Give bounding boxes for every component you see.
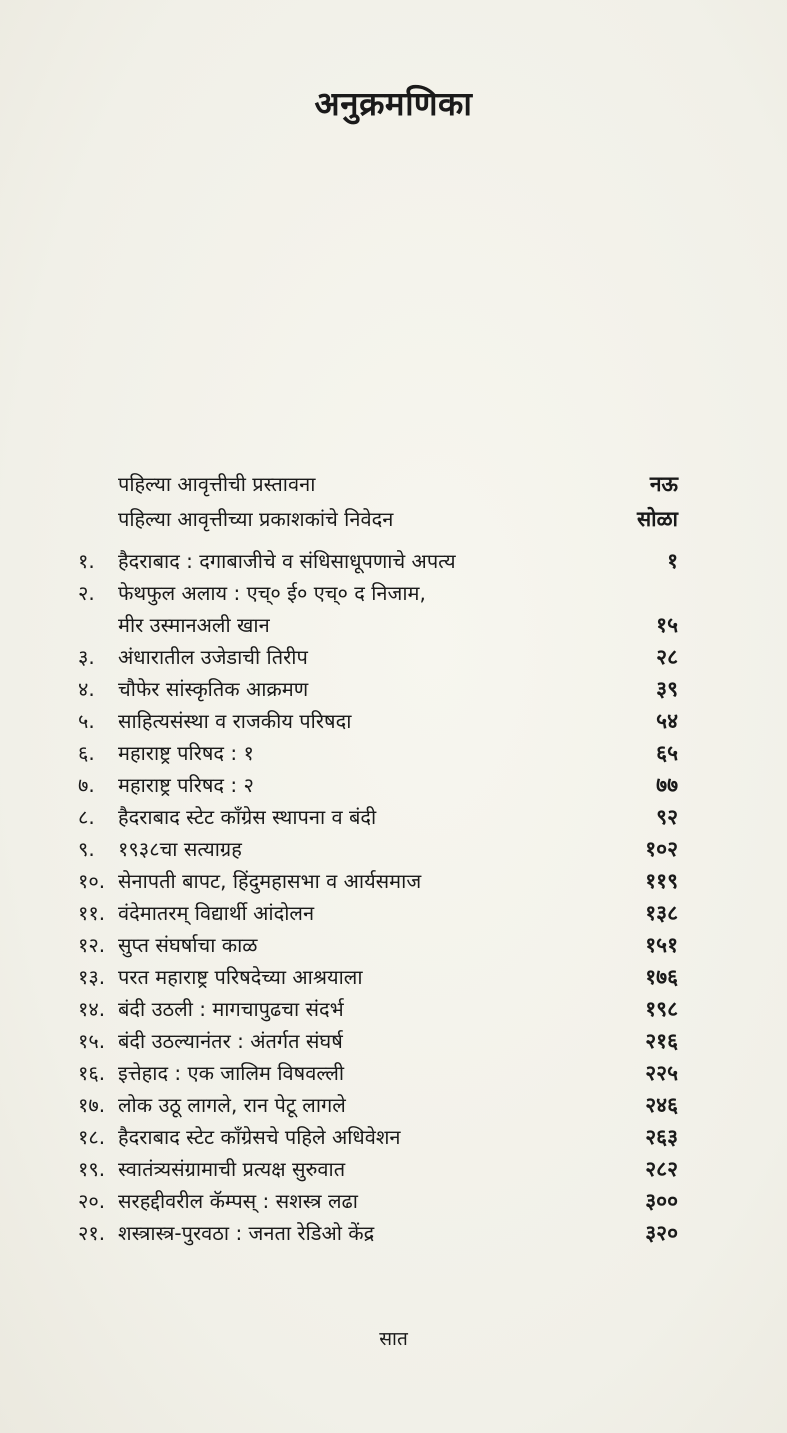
chapter-number: ११. [78, 901, 106, 925]
toc-entry [78, 641, 678, 673]
chapter-title: महाराष्ट्र परिषद : १ [118, 741, 254, 765]
chapter-page-number: १५ [656, 613, 678, 637]
toc-entry [78, 1153, 678, 1185]
chapter-number: १७. [78, 1093, 106, 1117]
toc-entry [78, 929, 678, 961]
chapter-page-number: १ [667, 549, 678, 573]
prelim-label: पहिल्या आवृत्तीची प्रस्तावना [118, 472, 316, 496]
table-of-contents [78, 545, 678, 1249]
chapter-title: परत महाराष्ट्र परिषदेच्या आश्रयाला [118, 965, 363, 989]
chapter-page-number: २८२ [645, 1157, 678, 1181]
toc-entry [78, 961, 678, 993]
chapter-title: १९३८चा सत्याग्रह [118, 837, 242, 861]
prelim-page-number: नऊ [649, 472, 678, 496]
chapter-page-number: २१६ [645, 1029, 678, 1053]
chapter-title: वंदेमातरम् विद्यार्थी आंदोलन [118, 901, 315, 925]
chapter-page-number: ३२० [645, 1221, 678, 1245]
chapter-title: इत्तेहाद : एक जालिम विषवल्ली [118, 1061, 345, 1085]
toc-entry [78, 673, 678, 705]
chapter-number: १०. [78, 869, 106, 893]
chapter-number: ७. [78, 773, 95, 797]
toc-entry [78, 833, 678, 865]
chapter-page-number: ६५ [656, 741, 678, 765]
chapter-page-number: ३०० [645, 1189, 678, 1213]
chapter-title: बंदी उठली : मागचापुढचा संदर्भ [118, 997, 344, 1021]
toc-entry [78, 737, 678, 769]
chapter-page-number: २२५ [645, 1061, 678, 1085]
chapter-page-number: ७७ [656, 773, 678, 797]
prelim-label: पहिल्या आवृत्तीच्या प्रकाशकांचे निवेदन [118, 507, 394, 531]
chapter-page-number: २६३ [645, 1125, 678, 1149]
chapter-number: २१. [78, 1221, 106, 1245]
chapter-page-number: १७६ [645, 965, 678, 989]
chapter-title: बंदी उठल्यानंतर : अंतर्गत संघर्ष [118, 1029, 343, 1053]
toc-entry [78, 801, 678, 833]
chapter-number: १. [78, 549, 95, 573]
chapter-title: हैदराबाद : दगाबाजीचे व संधिसाधूपणाचे अपत्य [118, 549, 456, 573]
toc-entry [78, 577, 678, 641]
chapter-title: चौफेर सांस्कृतिक आक्रमण [118, 677, 309, 701]
chapter-page-number: २४६ [645, 1093, 678, 1117]
chapter-page-number: ११९ [645, 869, 678, 893]
chapter-title: अंधारातील उजेडाची तिरीप [118, 645, 308, 669]
page-title: अनुक्रमणिका [314, 84, 473, 123]
chapter-number: २. [78, 581, 95, 605]
chapter-title: हैदराबाद स्टेट कॉंग्रेस स्थापना व बंदी [118, 805, 377, 829]
chapter-page-number: १५१ [645, 933, 678, 957]
chapter-title: सेनापती बापट, हिंदुमहासभा व आर्यसमाज [118, 869, 422, 893]
chapter-page-number: १९८ [645, 997, 678, 1021]
toc-entry [78, 545, 678, 577]
chapter-page-number: ९२ [656, 805, 678, 829]
toc-entry [78, 1121, 678, 1153]
toc-entry [78, 865, 678, 897]
chapter-number: १५. [78, 1029, 106, 1053]
toc-entry [78, 769, 678, 801]
chapter-title: हैदराबाद स्टेट कॉंग्रेसचे पहिले अधिवेशन [118, 1125, 401, 1149]
chapter-title: लोक उठू लागले, रान पेटू लागले [118, 1093, 346, 1117]
chapter-page-number: १०२ [645, 837, 678, 861]
toc-entry [78, 705, 678, 737]
chapter-number: ५. [78, 709, 95, 733]
chapter-title: शस्त्रास्त्र-पुरवठा : जनता रेडिओ केंद्र [118, 1221, 375, 1245]
chapter-number: ९. [78, 837, 95, 861]
footer-page-number: सात [379, 1328, 408, 1350]
toc-entry [78, 1185, 678, 1217]
prelim-entry-preface [118, 470, 678, 502]
chapter-number: ८. [78, 805, 95, 829]
chapter-number: १४. [78, 997, 106, 1021]
chapter-page-number: १३८ [645, 901, 678, 925]
toc-entry [78, 897, 678, 929]
chapter-number: ६. [78, 741, 95, 765]
chapter-title: सरहद्दीवरील कॅम्पस् : सशस्त्र लढा [118, 1189, 358, 1213]
chapter-number: १६. [78, 1061, 106, 1085]
chapter-number: १८. [78, 1125, 106, 1149]
chapter-title: साहित्यसंस्था व राजकीय परिषदा [118, 709, 352, 733]
chapter-number: १३. [78, 965, 106, 989]
prelim-page-number: सोळा [636, 507, 678, 531]
chapter-number: १९. [78, 1157, 106, 1181]
chapter-page-number: २८ [656, 645, 678, 669]
chapter-page-number: ३९ [656, 677, 678, 701]
toc-entry [78, 1217, 678, 1249]
chapter-page-number: ५४ [656, 709, 678, 733]
chapter-number: ४. [78, 677, 95, 701]
chapter-title: फेथफुल अलाय : एच्० ई० एच्० द निजाम, मीर उस्मानअली खान [118, 581, 426, 637]
toc-entry [78, 993, 678, 1025]
chapter-number: १२. [78, 933, 106, 957]
chapter-title: महाराष्ट्र परिषद : २ [118, 773, 254, 797]
chapter-title: सुप्त संघर्षाचा काळ [118, 933, 258, 957]
chapter-number: २०. [78, 1189, 106, 1213]
toc-entry [78, 1025, 678, 1057]
chapter-number: ३. [78, 645, 95, 669]
prelim-entry-publisher-note [118, 505, 678, 537]
toc-entry [78, 1057, 678, 1089]
chapter-title: स्वातंत्र्यसंग्रामाची प्रत्यक्ष सुरुवात [118, 1157, 346, 1181]
toc-entry [78, 1089, 678, 1121]
